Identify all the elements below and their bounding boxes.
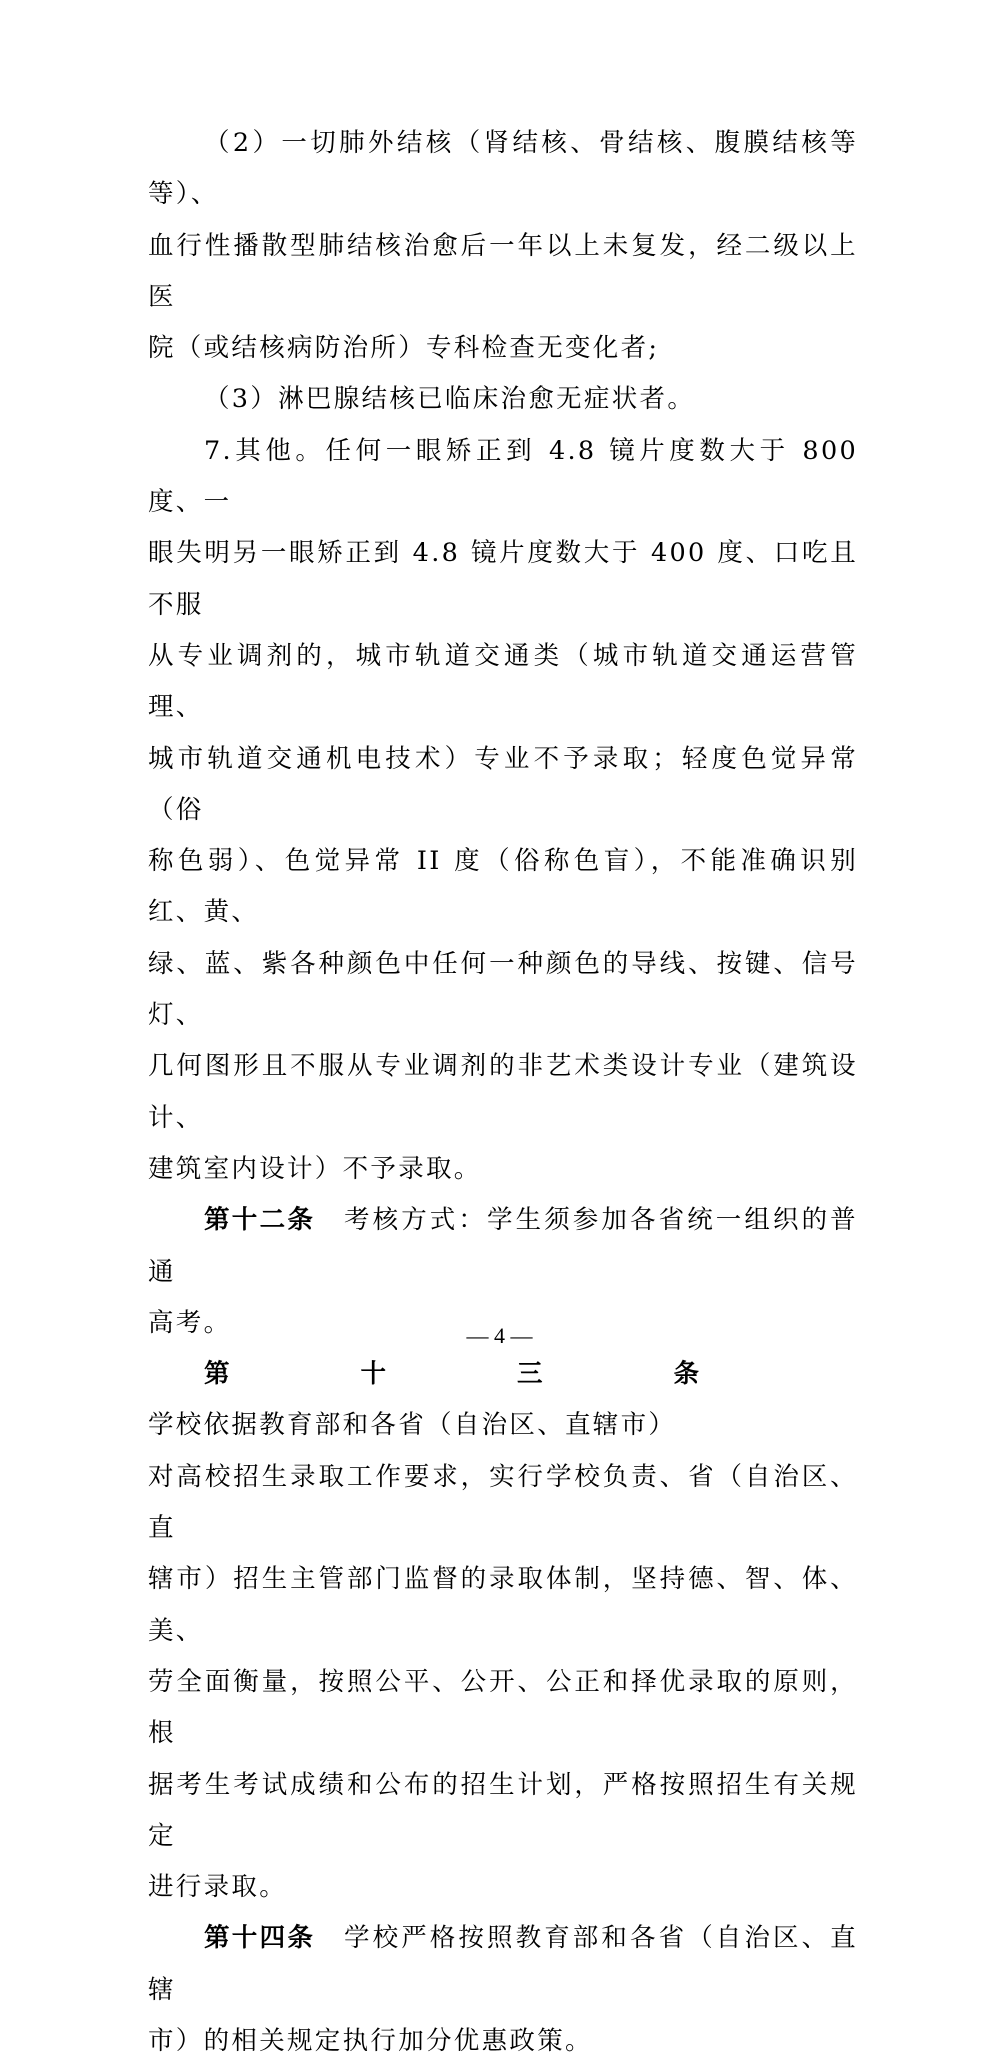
text-line: 高考。 (148, 1307, 232, 1338)
article-first-line (148, 1195, 858, 1298)
article-text: 学校依据教育部和各省（自治区、直辖市） (148, 1410, 677, 1441)
text-line: 绿、蓝、紫各种颜色中任何一种颜色的导线、按键、信号灯、 (148, 948, 858, 1031)
text-line: 据考生考试成绩和公布的招生计划，严格按照招生有关规定 (148, 1769, 858, 1851)
text-line: 辖市）招生主管部门监督的录取体制，坚持德、智、体、美、 (148, 1564, 858, 1646)
text-line: 血行性播散型肺结核治愈后一年以上未复发，经二级以上医 (148, 230, 858, 312)
text-line: （3）淋巴腺结核已临床治愈无症状者。 (204, 384, 696, 415)
text-line: 7.其他。任何一眼矫正到 4.8 镜片度数大于 800 度、一 (148, 435, 858, 518)
article-title: 第十四条 (204, 1923, 316, 1954)
article-text: 学校严格按照教育部和各省（自治区、直辖 (148, 1923, 858, 2005)
page-number: — 4 — (466, 1323, 533, 1348)
text-line: 进行录取。 (148, 1872, 288, 1903)
paragraph-item-2 (148, 118, 858, 374)
text-line: （2）一切肺外结核（肾结核、骨结核、腹膜结核等等）、 (148, 128, 858, 210)
paragraph-item-7 (148, 426, 858, 1195)
article-first-line (148, 1913, 858, 2016)
document-body (148, 118, 858, 2067)
text-line: 从专业调剂的，城市轨道交通类（城市轨道交通运营管理、 (148, 640, 858, 723)
article-text: 考核方式：学生须参加各省统一组织的普通 (148, 1205, 858, 1287)
article-title: 第十二条 (204, 1205, 316, 1236)
text-line: 称色弱）、色觉异常 II 度（俗称色盲），不能准确识别红、黄、 (148, 846, 858, 928)
text-line: 几何图形且不服从专业调剂的非艺术类设计专业（建筑设计、 (148, 1051, 858, 1133)
text-line: 劳全面衡量，按照公平、公开、公正和择优录取的原则，根 (148, 1666, 858, 1749)
text-line: 眼失明另一眼矫正到 4.8 镜片度数大于 400 度、口吃且不服 (148, 538, 858, 620)
text-line: 市）的相关规定执行加分优惠政策。 (148, 2025, 593, 2056)
article-title: 第十三条 (204, 1359, 830, 1390)
text-line: 对高校招生录取工作要求，实行学校负责、省（自治区、直 (148, 1461, 858, 1544)
paragraph-item-3 (148, 374, 858, 425)
text-line: 建筑室内设计）不予录取。 (148, 1153, 482, 1184)
text-line: 院（或结核病防治所）专科检查无变化者; (148, 333, 660, 364)
article-13 (148, 1349, 858, 1913)
text-line: 城市轨道交通机电技术）专业不予录取；轻度色觉异常（俗 (148, 743, 858, 825)
article-first-line (148, 1349, 858, 1452)
article-14 (148, 1913, 858, 2067)
